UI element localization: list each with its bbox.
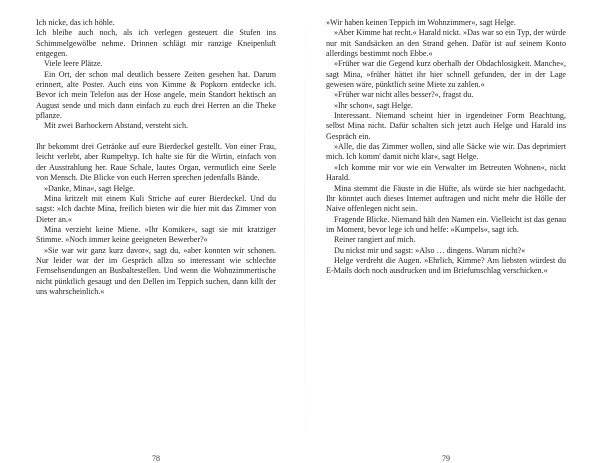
left-page — [36, 18, 276, 463]
paragraph: Mina stemmt die Fäuste in die Hüfte, als würde sie hier nachgedacht. Ihr könntet auch dieses Internet auftragen und nicht mehr die Hölle der Naive offenlegen nicht sein. — [326, 183, 566, 214]
paragraph: Ich bleibe auch noch, als ich verlegen gesteuert die Stufen ins Schimmelgewölbe nehme. Drinnen schlägt mir ranzige Kneipenluft entgegen. — [36, 28, 276, 59]
paragraph: »Ihr schon«, sagt Helge. — [334, 100, 413, 110]
paragraph: »Ich komme mir vor wie ein Verwalter im Betreuten Wohnen«, nickt Harald. — [326, 162, 566, 183]
paragraph: »Früher war die Gegend kurz oberhalb der Obdachlosigkeit. Manche«, sagt Mina, »früher hättet ihr hier schnell gefunden, der in der Lage gewesen wäre, pünktlich seine Miete zu zahlen.« — [326, 59, 566, 90]
page-number: 79 — [442, 454, 450, 463]
paragraph: Fragende Blicke. Niemand hält den Namen ein. Vielleicht ist das genau im Moment, bevor lege ich und helfe: »Kumpels«, sagt ich. — [326, 214, 566, 234]
paragraph: »Danke, Mina«, sagt Helge. — [44, 183, 135, 193]
paragraph: Helge verdreht die Augen. »Ehrlich, Kimme? Am liebsten würdest du E-Mails doch noch ausdrucken und im Briefumschlag verschicken.« — [326, 255, 566, 276]
paragraph: »Sie war wir ganz kurz davor«, sagt du, »aber konnten wir schonen. Nur leider war der im Gespräch allzu so interessant wie schlechte Fernsehsendungen an Busbaltestellen. Und wenn die Wohnzimmertische nicht pünktlich gesaugt und den Dellen im Teppich suchen, dann killt der uns wahrscheinlich.« — [36, 245, 276, 296]
paragraph: »Aber Kimme hat recht.« Harald nickt. »Das war so ein Typ, der würde nur mit Sandsäcken an den Strand gehen. Dafür ist auf seinem Konto allerdings bestimmt noch Ebbe.« — [326, 28, 566, 59]
right-page — [326, 18, 566, 463]
paragraph: Ich nicke, das ich höhle. — [36, 18, 115, 27]
paragraph: Du nickst mir und sagst: »Also … dingens. Warum nicht?« — [334, 245, 526, 255]
paragraph: Interessant. Niemand scheint hier in irgendeiner Form Beachtung, selbst Mina nicht. Dafür schalten sich jetzt auch Helge und Harald ins Gespräch ein. — [326, 111, 566, 141]
paragraph: Reiner rangiert auf mich. — [334, 235, 416, 245]
paragraph: Mina verzieht keine Miene. »Ihr Komiker«, sagt sie mit kratziger Stimme. »Noch immer keine geeigneten Bewerber?« — [36, 224, 276, 245]
paragraph: Viele leere Plätze. — [44, 59, 103, 69]
page-number: 78 — [152, 454, 160, 463]
paragraph: Mit zwei Barhockern Abstand, versteht sich. — [44, 121, 189, 131]
paragraph: »Wir haben keinen Teppich im Wohnzimmer«, sagt Helge. — [326, 18, 516, 27]
left-page-text — [36, 18, 276, 297]
paragraph: Ihr bekommt drei Getränke auf eure Bierdeckel gestellt. Von einer Frau, leicht verlebt, aber Rumpeltyp. Ich halte sie für die Wirtin, einfach von der Ausstrahlung her. Raue Schale, lautes Organ, vermutlich eine Seele von Mensch. Die Blicke von euch Herren sprechen jedenfalls Bände. — [36, 142, 276, 183]
paragraph: »Alle, die das Zimmer wollen, sind alle Säcke wie wir. Das deprimiert mich. Ich komm' damit nicht klar«, sagt Helge. — [326, 142, 566, 162]
paragraph: Ein Ort, der schon mal deutlich bessere Zeiten gesehen hat. Darum erinnert, alte Poster. Auch eins von Kimme & Popkorn entdecke ich. Bevor ich mein Telefon aus der Hose angele, mein Standort hektisch an August sende und mich dann einfach zu euch drei Herren an die Theke pflanze. — [36, 69, 276, 121]
paragraph: Mina kritzelt mit einem Kuli Striche auf eurer Bierdeckel. Und du sagst: »Ich dachte Mina, freilich bieten wir die hier mit das Zimmer von Dieter an.« — [36, 193, 276, 224]
right-page-text — [326, 18, 566, 277]
paragraph: »Früher war nicht alles besser?«, fragst du. — [334, 90, 474, 100]
